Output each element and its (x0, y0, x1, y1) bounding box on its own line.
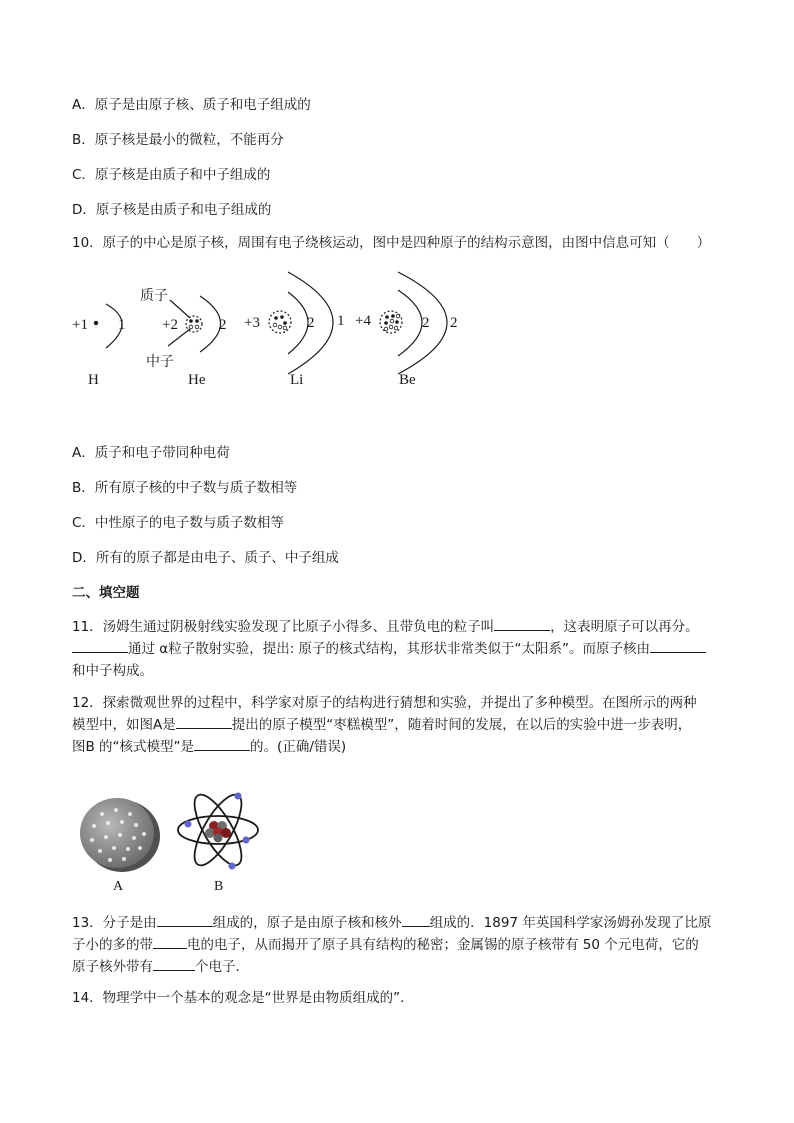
q13-blank-4 (153, 956, 195, 971)
question-14: 14．物理学中一个基本的观念是“世界是由物质组成的”． (72, 990, 414, 1006)
q11-text-4: 和中子构成。 (72, 663, 153, 679)
figure-b-label: B (214, 879, 224, 894)
figure-a-label: A (113, 879, 124, 894)
he-symbol: He (188, 372, 206, 388)
q13-text-2: 组成的，原子是由原子核和核外 (212, 915, 402, 931)
nuclear-model-image (176, 782, 260, 877)
proton-label: 质子 (140, 289, 168, 304)
q10-stem: 10．原子的中心是原子核，周围有电子绕核运动，图中是四种原子的结构示意图，由图中信息可知（ ） (72, 235, 711, 251)
q12-blank-2 (194, 736, 250, 751)
q12-text-3: 提出的原子模型“枣糕模型”，随着时间的发展，在以后的实验中进一步表明， (231, 717, 692, 733)
q13-blank-2 (402, 912, 430, 927)
q13-text-5: 电的电子，从而揭开了原子具有结构的秘密；金属锡的原子核带有 50 个元电荷，它的 (187, 937, 699, 953)
neutron-label: 中子 (146, 355, 174, 370)
h-nucleus-dot (94, 321, 98, 325)
be-shell-2: 2 (450, 315, 458, 331)
q11-text-3: 通过 α粒子散射实验，提出: 原子的核式结构，其形状非常类似于“太阳系”。而原子核由 (128, 641, 651, 657)
q11-blank-1 (494, 616, 550, 631)
q10-option-a: A．质子和电子带同种电荷 (72, 445, 230, 461)
he-electron-shell (200, 296, 221, 352)
q13-blank-1 (157, 912, 213, 927)
he-shell-1: 2 (219, 317, 227, 333)
h-charge: +1 (72, 317, 88, 333)
q13-blank-3 (153, 934, 187, 949)
q12-text-2: 模型中，如图A是 (72, 717, 176, 733)
q13-text-6: 原子核外带有 (72, 959, 153, 975)
question-12 (72, 692, 722, 758)
q9-option-d: D．原子核是由质子和电子组成的 (72, 202, 272, 218)
q13-text-7: 个电子． (195, 959, 249, 975)
q10-option-b: B．所有原子核的中子数与质子数相等 (72, 480, 298, 496)
q10-option-d: D．所有的原子都是由电子、质子、中子组成 (72, 550, 339, 566)
q11-text-2: ，这表明原子可以再分。 (550, 619, 699, 635)
li-shell-1: 2 (307, 315, 315, 331)
question-11 (72, 616, 722, 682)
h-shell-1: 1 (118, 317, 126, 333)
li-charge: +3 (244, 315, 260, 331)
q13-text-1: 13．分子是由 (72, 915, 157, 931)
question-13 (72, 912, 722, 978)
atom-structure-figure (66, 270, 486, 395)
q11-blank-3 (650, 638, 706, 653)
h-symbol: H (88, 372, 99, 388)
he-charge: +2 (162, 317, 178, 333)
q12-text-4: 图B 的“核式模型”是 (72, 739, 195, 755)
section-title: 二、填空题 (72, 585, 140, 601)
li-symbol: Li (290, 372, 304, 388)
q11-text-1: 11．汤姆生通过阴极射线实验发现了比原子小得多、且带负电的粒子叫 (72, 619, 495, 635)
q11-blank-2 (72, 638, 128, 653)
q9-option-b: B．原子核是最小的微粒，不能再分 (72, 132, 284, 148)
plum-pudding-model-image (72, 792, 167, 877)
q12-text-1: 12．探索微观世界的过程中，科学家对原子的结构进行猜想和实验，并提出了多种模型。在图所示的两种 (72, 695, 697, 711)
be-symbol: Be (399, 372, 416, 388)
li-nucleus (269, 311, 291, 333)
q9-option-c: C．原子核是由质子和中子组成的 (72, 167, 271, 183)
q13-text-3: 组成的．1897 年英国科学家汤姆孙发现了比原 (429, 915, 712, 931)
q12-blank-1 (176, 714, 232, 729)
proton-pointer (170, 300, 190, 318)
q13-text-4: 子小的多的带 (72, 937, 153, 953)
be-charge: +4 (355, 313, 371, 329)
li-shell-2: 1 (337, 313, 345, 329)
q9-option-a: A．原子是由原子核、质子和电子组成的 (72, 97, 311, 113)
q12-text-5: 的。(正确/错误) (250, 739, 347, 755)
be-shell-1: 2 (422, 315, 430, 331)
q10-option-c: C．中性原子的电子数与质子数相等 (72, 515, 284, 531)
